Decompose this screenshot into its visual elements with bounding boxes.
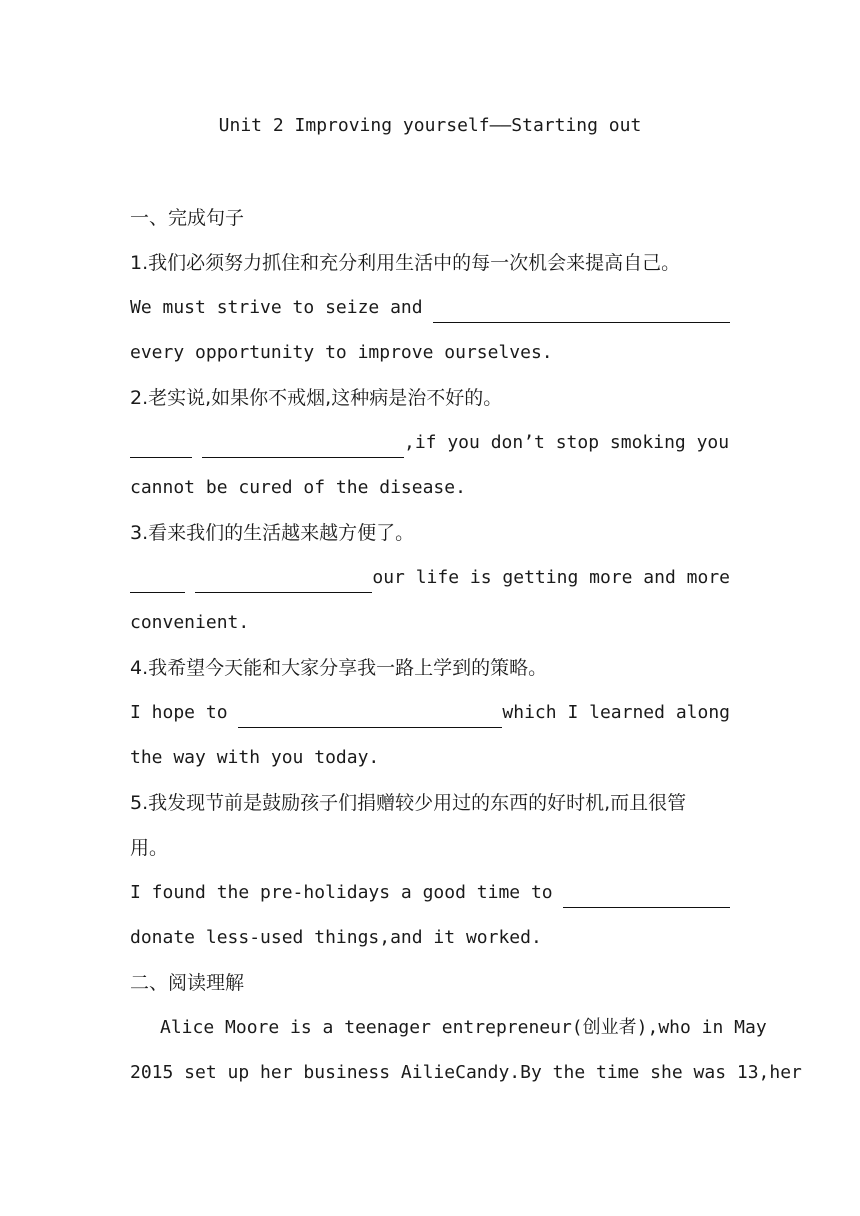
question-3-continuation: convenient. (130, 612, 250, 633)
question-1-continuation: every opportunity to improve ourselves. (130, 342, 553, 363)
question-3-blank-2[interactable] (195, 570, 373, 593)
question-4-prompt: 4.我希望今天能和大家分享我一路上学到的策略。 (130, 657, 548, 679)
question-2-blank-1[interactable] (130, 435, 192, 458)
question-3-blank-1[interactable] (130, 570, 185, 593)
question-5-continuation: donate less-used things,and it worked. (130, 927, 542, 948)
question-2-continuation: cannot be cured of the disease. (130, 477, 466, 498)
question-1-prefix: We must strive to seize and (130, 297, 423, 318)
section-heading-reading: 二、阅读理解 (130, 972, 245, 994)
question-3-suffix: our life is getting more and more (372, 567, 730, 588)
question-1-prompt: 1.我们必须努力抓住和充分利用生活中的每一次机会来提高自己。 (130, 252, 681, 274)
reading-paragraph-line-1: Alice Moore is a teenager entrepreneur(创业者),who in May (160, 1017, 767, 1038)
question-4-prefix: I hope to (130, 702, 228, 723)
reading-paragraph-line-2: 2015 set up her business AilieCandy.By the time she was 13,her (130, 1062, 802, 1083)
question-2-prompt: 2.老实说,如果你不戒烟,这种病是治不好的。 (130, 387, 503, 409)
question-2-suffix: ,if you don’t stop smoking you (404, 432, 730, 453)
question-4-blank[interactable] (238, 705, 503, 728)
question-1-blank[interactable] (433, 300, 730, 323)
question-5-prefix: I found the pre-holidays a good time to (130, 882, 553, 903)
question-3-prompt: 3.看来我们的生活越来越方便了。 (130, 522, 415, 544)
question-1-answer-line (130, 293, 730, 323)
question-2-answer-line (130, 428, 730, 458)
question-4-answer-line (130, 698, 730, 728)
question-5-prompt: 5.我发现节前是鼓励孩子们捐赠较少用过的东西的好时机,而且很管 (130, 792, 687, 814)
section-heading-completion: 一、完成句子 (130, 207, 245, 229)
question-5-blank[interactable] (563, 885, 730, 908)
question-3-answer-line (130, 563, 730, 593)
question-5-answer-line (130, 878, 730, 908)
question-4-suffix: which I learned along (502, 702, 730, 723)
page-title: Unit 2 Improving yourself——Starting out (218, 115, 642, 136)
question-5-prompt-continuation: 用。 (130, 837, 169, 859)
question-2-blank-2[interactable] (202, 435, 404, 458)
question-4-continuation: the way with you today. (130, 747, 380, 768)
